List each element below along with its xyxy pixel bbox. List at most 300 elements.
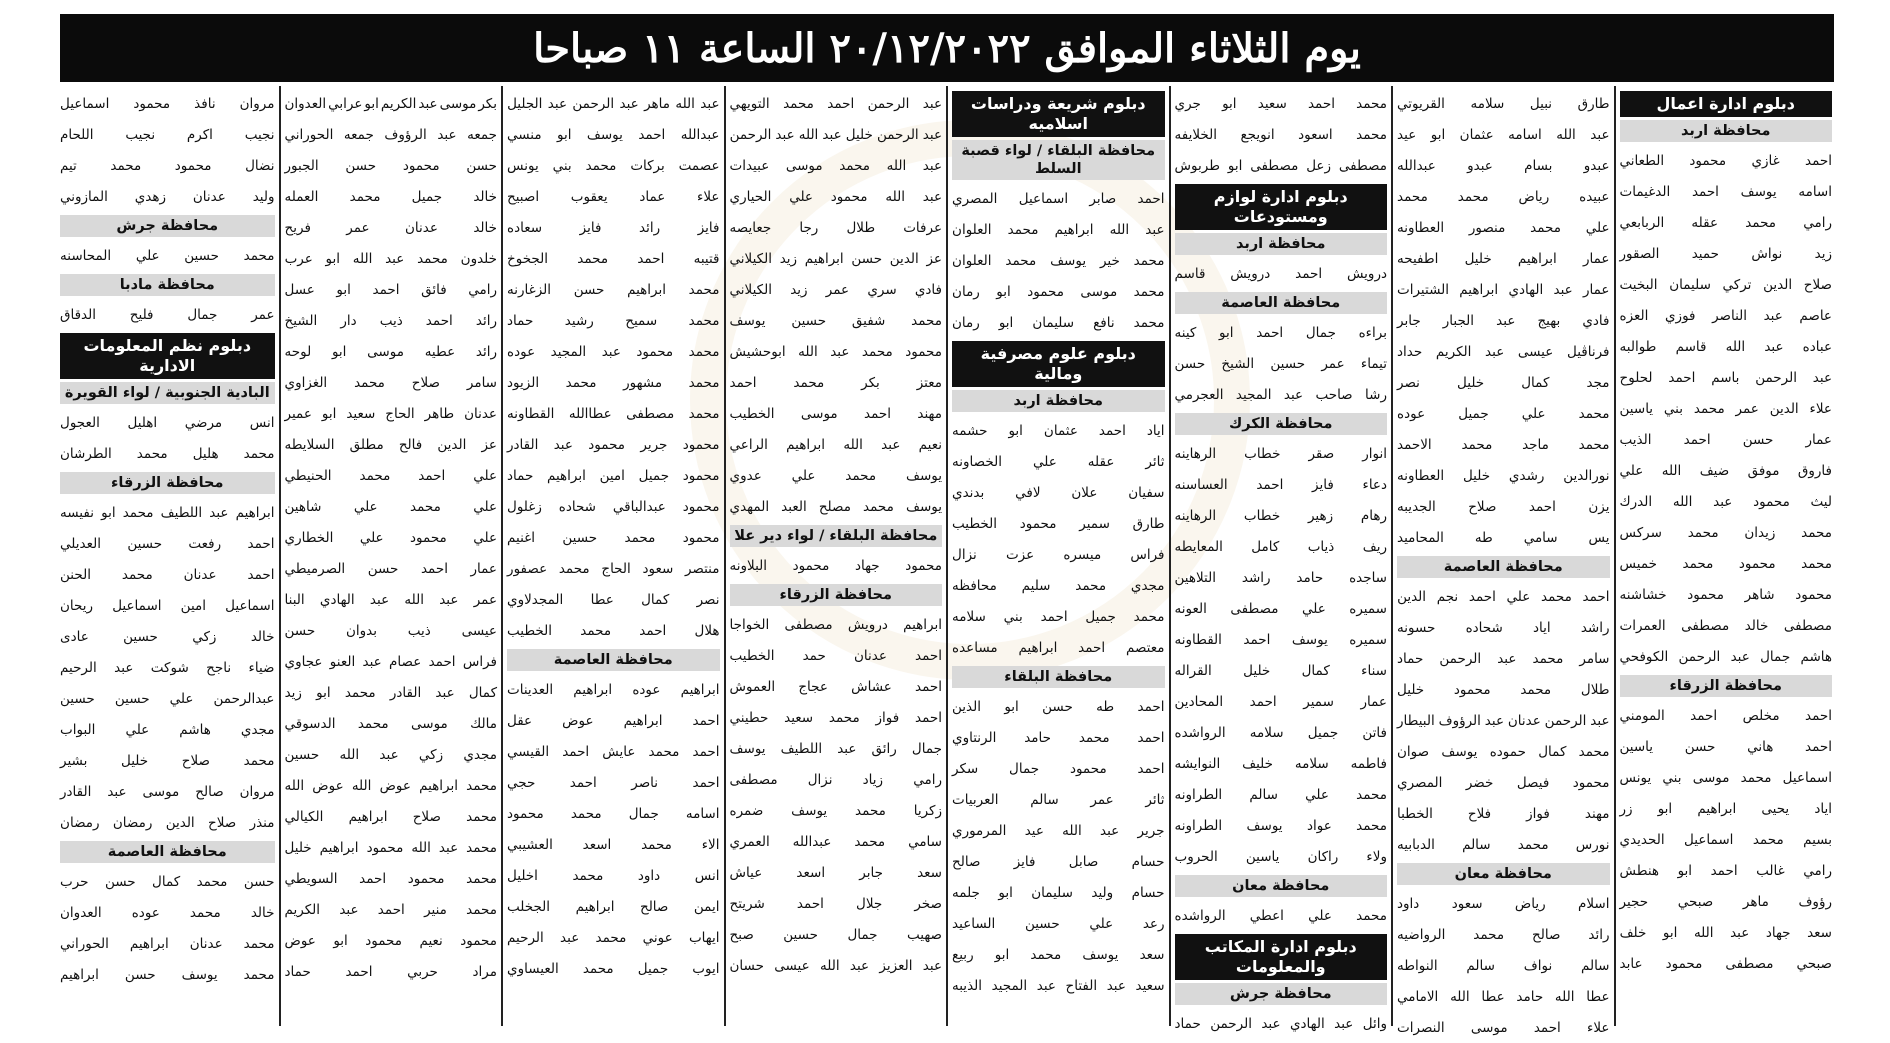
name-word: امين bbox=[599, 467, 625, 484]
governorate-heading: محافظة اربد bbox=[1620, 120, 1833, 142]
name-word: الناصر bbox=[1712, 307, 1748, 324]
name-word: خالد bbox=[473, 188, 497, 205]
name-word: عبد bbox=[1497, 650, 1517, 667]
name-word: محمد bbox=[1356, 95, 1387, 112]
name-word: حسن bbox=[1684, 738, 1716, 755]
name-word: جميل bbox=[1085, 608, 1116, 625]
name-word: محمد bbox=[845, 467, 877, 484]
name-entry bbox=[1397, 736, 1610, 767]
name-word: احمد bbox=[729, 374, 757, 391]
name-entry bbox=[507, 522, 720, 553]
name-entry bbox=[952, 632, 1165, 663]
name-word: سكر bbox=[952, 760, 979, 777]
name-word: شاهين bbox=[284, 498, 322, 515]
name-word: معتصم bbox=[1125, 639, 1165, 656]
name-word: جميل bbox=[638, 467, 670, 484]
name-word: فواز bbox=[1526, 805, 1550, 822]
name-entry bbox=[285, 367, 498, 398]
name-word: اسعد bbox=[582, 836, 612, 853]
name-word: احمد bbox=[425, 312, 453, 329]
name-word: نافذ bbox=[194, 95, 216, 112]
name-word: عبد bbox=[339, 901, 359, 918]
name-word: حربي bbox=[407, 963, 438, 980]
name-word: لحلوح bbox=[1619, 369, 1653, 386]
name-entry bbox=[1175, 900, 1388, 931]
name-word: صلاح bbox=[181, 752, 210, 769]
name-word: فادي bbox=[1582, 312, 1610, 329]
name-word: سلامه bbox=[1470, 95, 1505, 112]
name-entry bbox=[507, 491, 720, 522]
name-entry bbox=[285, 150, 498, 181]
name-word: رائق bbox=[871, 740, 897, 757]
name-entry bbox=[1175, 531, 1388, 562]
name-word: سعيد bbox=[1135, 977, 1165, 994]
name-word: عدوي bbox=[729, 467, 762, 484]
name-word: عبد bbox=[619, 95, 639, 112]
name-entry bbox=[952, 601, 1165, 632]
name-word: الرواشده bbox=[1174, 724, 1226, 741]
name-word: عبد bbox=[369, 591, 390, 608]
name-entry bbox=[507, 891, 720, 922]
name-word: عجاج bbox=[798, 678, 828, 695]
name-entry bbox=[1620, 579, 1833, 610]
name-word: نصر bbox=[696, 591, 720, 608]
name-word: ريحان bbox=[60, 597, 94, 614]
name-word: ابو bbox=[998, 314, 1014, 331]
name-word: صلاح bbox=[412, 808, 441, 825]
diploma-heading: دبلوم نظم المعلومات الادارية bbox=[60, 333, 275, 379]
name-word: محمد bbox=[1578, 743, 1610, 760]
name-word: القيسي bbox=[507, 743, 550, 760]
name-word: النواطه bbox=[1397, 957, 1438, 974]
name-word: محمود bbox=[507, 805, 544, 822]
name-word: ولاء bbox=[1366, 848, 1387, 865]
name-word: يوسف bbox=[1246, 817, 1283, 834]
name-entry bbox=[1397, 88, 1610, 119]
name-entry bbox=[1620, 948, 1833, 979]
name-entry bbox=[730, 119, 943, 150]
name-word: حامد bbox=[1296, 569, 1324, 586]
name-entry bbox=[730, 671, 943, 702]
name-word: الخواجا bbox=[729, 616, 770, 633]
name-word: فريح bbox=[284, 219, 311, 236]
name-word: عصام bbox=[389, 653, 422, 670]
name-word: محمد bbox=[1745, 214, 1777, 231]
name-word: عبد bbox=[1553, 281, 1573, 298]
name-word: نبيل bbox=[1529, 95, 1553, 112]
name-entry bbox=[285, 801, 498, 832]
name-word: ايمن bbox=[693, 898, 720, 915]
name-word: ابو bbox=[996, 283, 1011, 300]
name-word: جميل bbox=[1458, 405, 1489, 422]
name-word: مجدي bbox=[463, 746, 497, 763]
name-word: محمود bbox=[905, 557, 942, 574]
name-word: اسماعيل bbox=[1782, 769, 1832, 786]
name-word: احمد bbox=[1683, 431, 1711, 448]
name-entry bbox=[1175, 624, 1388, 655]
name-word: خطاب bbox=[1244, 445, 1281, 462]
name-word: الله bbox=[352, 250, 373, 267]
name-word: عشاش bbox=[851, 678, 892, 695]
name-word: عوض bbox=[562, 712, 594, 729]
name-word: محمد bbox=[1473, 926, 1505, 943]
name-word: مهند bbox=[1584, 805, 1610, 822]
name-entry bbox=[1620, 331, 1833, 362]
name-entry bbox=[1397, 460, 1610, 491]
name-word: الله bbox=[798, 126, 819, 143]
name-word: عسل bbox=[284, 281, 315, 298]
name-word: طاهر bbox=[424, 405, 455, 422]
name-word: سعد bbox=[1807, 924, 1832, 941]
name-word: بني bbox=[552, 157, 572, 174]
name-word: محمد bbox=[344, 684, 376, 701]
name-entry bbox=[285, 522, 498, 553]
name-word: بسيم bbox=[1803, 831, 1832, 848]
name-word: بسام bbox=[1524, 157, 1553, 174]
name-word: ماجد bbox=[1522, 436, 1549, 453]
diploma-heading: دبلوم ادارة المكاتب والمعلومات bbox=[1175, 934, 1388, 980]
name-word: عبد bbox=[435, 684, 455, 701]
name-word: عمر bbox=[346, 219, 370, 236]
name-word: ابراهيم bbox=[60, 966, 99, 983]
name-entry bbox=[285, 677, 498, 708]
name-word: محمود bbox=[682, 467, 720, 484]
name-word: الدسوقي bbox=[284, 715, 336, 732]
name-entry bbox=[1397, 798, 1610, 829]
name-word: عزت bbox=[1005, 546, 1035, 563]
name-word: محمد bbox=[354, 374, 385, 391]
name-entry bbox=[1397, 612, 1610, 643]
name-word: ضياء bbox=[248, 659, 275, 676]
name-word: حميد bbox=[1691, 245, 1720, 262]
name-word: كامل bbox=[1251, 538, 1280, 555]
name-word: اخليل bbox=[507, 867, 538, 884]
name-word: محمد bbox=[1397, 188, 1428, 205]
name-word: كينه bbox=[1174, 324, 1197, 341]
name-word: ابو bbox=[1662, 924, 1678, 941]
name-word: خشاشنه bbox=[1619, 586, 1667, 603]
name-entry bbox=[1175, 500, 1388, 531]
name-word: الشتيرات bbox=[1397, 281, 1449, 298]
name-word: خلدون bbox=[460, 250, 497, 267]
name-word: الرواشده bbox=[1174, 907, 1226, 924]
name-word: رفعت bbox=[188, 535, 222, 552]
name-word: جمعه bbox=[467, 126, 497, 143]
name-entry bbox=[285, 274, 498, 305]
name-word: مصطفى bbox=[784, 616, 833, 633]
name-word: اللحام bbox=[60, 126, 94, 143]
name-word: عماد bbox=[639, 188, 666, 205]
name-word: عبد bbox=[1764, 338, 1784, 355]
name-entry bbox=[285, 925, 498, 956]
name-word: عدنان bbox=[189, 935, 223, 952]
name-word: عبد bbox=[922, 188, 942, 205]
name-word: اسعود bbox=[1298, 126, 1333, 143]
name-word: عبدالله bbox=[792, 833, 832, 850]
name-word: محمد bbox=[558, 560, 590, 577]
name-word: فرناڤيل bbox=[1566, 343, 1610, 360]
name-entry bbox=[1620, 731, 1833, 762]
name-word: القطاونه bbox=[1174, 631, 1222, 648]
name-word: الفتاح bbox=[1065, 977, 1098, 994]
name-word: مجدي bbox=[240, 721, 275, 738]
name-word: زيد bbox=[790, 281, 808, 298]
name-word: الله bbox=[1693, 924, 1714, 941]
name-word: محمد bbox=[417, 250, 448, 267]
name-entry bbox=[952, 477, 1165, 508]
name-word: عطاالله bbox=[568, 405, 612, 422]
name-entry bbox=[730, 367, 943, 398]
name-word: سامر bbox=[466, 374, 497, 391]
diploma-heading: دبلوم ادارة لوازم ومستودعات bbox=[1175, 184, 1388, 230]
name-entry bbox=[1620, 517, 1833, 548]
name-word: محمود bbox=[460, 932, 497, 949]
name-word: الله bbox=[411, 839, 431, 856]
name-word: موسى bbox=[367, 343, 404, 360]
name-word: الهادي bbox=[1289, 1015, 1325, 1032]
name-word: الزيود bbox=[507, 374, 540, 391]
name-word: الدين bbox=[1763, 276, 1793, 293]
name-word: عمر bbox=[1090, 791, 1114, 808]
names-column bbox=[501, 86, 724, 1026]
name-entry bbox=[285, 336, 498, 367]
name-word: علاء bbox=[1809, 400, 1832, 417]
name-word: احمد bbox=[1256, 476, 1284, 493]
name-entry bbox=[285, 429, 498, 460]
governorate-heading: محافظة العاصمة bbox=[60, 841, 275, 863]
name-word: سليمان bbox=[1031, 884, 1073, 901]
name-word: علي bbox=[789, 188, 813, 205]
name-word: الكريم bbox=[1435, 343, 1472, 360]
name-word: يوسف bbox=[1740, 183, 1777, 200]
name-word: حسين bbox=[114, 690, 150, 707]
name-word: حسن bbox=[104, 873, 136, 890]
name-word: عقله bbox=[1087, 453, 1115, 470]
name-word: احمد bbox=[1533, 1019, 1561, 1036]
name-word: مشهور bbox=[623, 374, 663, 391]
name-word: محمد bbox=[1520, 681, 1552, 698]
name-word: احمد bbox=[1805, 738, 1832, 755]
name-word: صبحي bbox=[1796, 955, 1832, 972]
name-entry bbox=[1397, 888, 1610, 919]
name-word: محمود bbox=[133, 95, 171, 112]
name-entry bbox=[285, 739, 498, 770]
name-word: جمعه bbox=[343, 126, 374, 143]
name-word: عوني bbox=[642, 929, 673, 946]
name-word: تيم bbox=[60, 157, 77, 174]
name-entry bbox=[1175, 258, 1388, 289]
name-word: الطرشان bbox=[60, 445, 112, 462]
name-word: ابوحشيش bbox=[729, 343, 786, 360]
name-word: نزال bbox=[952, 546, 977, 563]
name-word: الدين bbox=[1397, 588, 1427, 605]
name-word: عبيده bbox=[1579, 188, 1610, 205]
name-word: ابراهيم bbox=[680, 681, 720, 698]
name-entry bbox=[1175, 748, 1388, 779]
name-entry bbox=[952, 753, 1165, 784]
name-word: محمد bbox=[1078, 729, 1110, 746]
name-word: محمد bbox=[1075, 577, 1107, 594]
name-word: محمد bbox=[688, 343, 720, 360]
name-word: العلوان bbox=[952, 252, 992, 269]
name-entry bbox=[60, 299, 275, 330]
name-word: عواد bbox=[1306, 817, 1332, 834]
name-word: احمد bbox=[1307, 95, 1335, 112]
name-word: محمد bbox=[1530, 219, 1561, 236]
name-word: البواب bbox=[60, 721, 96, 738]
name-word: الرحمن bbox=[729, 126, 772, 143]
name-word: سلامه bbox=[952, 608, 986, 625]
name-word: الطراونه bbox=[1174, 817, 1223, 834]
name-entry bbox=[507, 615, 720, 646]
page-title: يوم الثلاثاء الموافق ٢٠/١٢/٢٠٢٢ الساعة ١١ صباحا bbox=[60, 14, 1834, 82]
name-word: فادي bbox=[914, 281, 942, 298]
name-word: راشد bbox=[1580, 619, 1610, 636]
name-entry bbox=[952, 970, 1165, 1001]
names-column bbox=[1169, 86, 1392, 1032]
name-word: سالم bbox=[1249, 786, 1278, 803]
name-word: اياد bbox=[1533, 619, 1551, 636]
name-word: محافظه bbox=[952, 577, 997, 594]
name-word: عوض bbox=[312, 777, 344, 794]
name-word: الرواضيه bbox=[1397, 926, 1446, 943]
name-word: نجم bbox=[1436, 588, 1459, 605]
name-entry bbox=[285, 770, 498, 801]
name-entry bbox=[1397, 829, 1610, 860]
name-word: الله bbox=[1554, 988, 1575, 1005]
name-word: سالم bbox=[1580, 957, 1610, 974]
name-word: الله bbox=[1450, 988, 1470, 1005]
name-word: هاشم bbox=[179, 721, 211, 738]
name-entry bbox=[1397, 767, 1610, 798]
name-word: عمر bbox=[473, 591, 497, 608]
name-word: صلاح bbox=[208, 814, 237, 831]
name-word: خليل bbox=[1243, 662, 1271, 679]
name-word: البلاونه bbox=[729, 557, 768, 574]
name-word: حموده bbox=[1489, 743, 1526, 760]
name-word: الدغيمات bbox=[1619, 183, 1671, 200]
name-word: محمد bbox=[121, 566, 153, 583]
name-word: ياسين bbox=[1619, 738, 1654, 755]
name-word: حسن bbox=[1174, 355, 1206, 372]
name-word: احمد bbox=[345, 963, 373, 980]
name-word: اكرم bbox=[186, 126, 213, 143]
name-word: احمد bbox=[915, 709, 942, 726]
name-word: جمال bbox=[911, 740, 942, 757]
name-word: جري bbox=[1174, 95, 1201, 112]
name-word: طارق bbox=[1132, 515, 1165, 532]
name-word: مطلق bbox=[349, 436, 384, 453]
name-word: انس bbox=[249, 414, 275, 431]
name-entry bbox=[1620, 238, 1833, 269]
name-word: علي bbox=[1506, 588, 1531, 605]
name-word: صبحي bbox=[1677, 893, 1714, 910]
name-word: عوض bbox=[284, 932, 316, 949]
name-word: عز bbox=[481, 436, 497, 453]
name-word: ذياب bbox=[1307, 538, 1335, 555]
name-word: مراد bbox=[472, 963, 497, 980]
name-word: خطاب bbox=[1243, 507, 1281, 524]
name-word: رامي bbox=[913, 771, 942, 788]
name-entry bbox=[1397, 674, 1610, 705]
name-word: محمد bbox=[466, 808, 497, 825]
name-word: صالح bbox=[952, 853, 981, 870]
name-word: حسين bbox=[791, 312, 827, 329]
name-word: محمد bbox=[839, 157, 871, 174]
name-word: سالم bbox=[1462, 836, 1491, 853]
name-word: الحاج bbox=[385, 405, 415, 422]
name-word: رائد bbox=[475, 343, 497, 360]
name-word: عبد bbox=[379, 746, 399, 763]
name-entry bbox=[507, 336, 720, 367]
name-word: الغزاوي bbox=[284, 374, 328, 391]
name-word: الخلايفه bbox=[1174, 126, 1217, 143]
name-word: عبد bbox=[1106, 977, 1126, 994]
name-word: الدين bbox=[1769, 400, 1799, 417]
name-word: وليد bbox=[252, 188, 275, 205]
name-entry bbox=[60, 559, 275, 590]
name-word: محمود bbox=[1453, 681, 1491, 698]
name-word: محمد bbox=[1007, 221, 1039, 238]
name-word: ثائر bbox=[1145, 453, 1165, 470]
names-column bbox=[56, 86, 279, 1026]
name-word: ابو bbox=[1008, 422, 1023, 439]
name-word: ذيب bbox=[407, 622, 431, 639]
name-word: عدنان bbox=[192, 188, 226, 205]
name-entry bbox=[60, 528, 275, 559]
name-word: جمال bbox=[1009, 760, 1040, 777]
name-word: مصطفى bbox=[729, 771, 778, 788]
name-word: منتصر bbox=[684, 560, 720, 577]
name-word: زكريا bbox=[913, 802, 942, 819]
name-word: زهدي bbox=[134, 188, 167, 205]
name-word: محمد bbox=[1030, 946, 1062, 963]
name-word: نفيسه bbox=[60, 504, 94, 521]
name-word: طلال bbox=[846, 219, 876, 236]
name-word: مالك bbox=[470, 715, 497, 732]
name-word: راشد bbox=[1241, 569, 1271, 586]
name-word: جهاد bbox=[1765, 924, 1791, 941]
name-word: يوسف bbox=[1291, 631, 1328, 648]
name-word: محمد bbox=[783, 95, 814, 112]
name-word: محمد bbox=[585, 157, 617, 174]
name-word: محمد bbox=[1687, 524, 1719, 541]
name-word: جابر bbox=[1397, 312, 1421, 329]
name-word: عمار bbox=[1583, 250, 1610, 267]
name-entry bbox=[507, 860, 720, 891]
name-word: ابراهيم bbox=[1459, 281, 1499, 298]
name-word: كمال bbox=[1538, 743, 1567, 760]
name-word: رائد bbox=[639, 219, 661, 236]
name-word: محمود bbox=[1069, 760, 1107, 777]
name-word: عبدالله bbox=[680, 126, 720, 143]
name-word: بكر bbox=[478, 95, 497, 112]
name-entry bbox=[952, 846, 1165, 877]
name-word: الهادي bbox=[1508, 281, 1544, 298]
name-word: حرب bbox=[60, 873, 89, 890]
name-word: عبد bbox=[775, 126, 795, 143]
name-word: عبد bbox=[362, 653, 382, 670]
name-word: العدينات bbox=[507, 681, 554, 698]
name-word: ضمره bbox=[729, 802, 764, 819]
name-word: محمود bbox=[792, 557, 830, 574]
name-word: احمد bbox=[1249, 693, 1277, 710]
name-word: سميح bbox=[625, 312, 658, 329]
name-word: نضال bbox=[245, 157, 275, 174]
name-entry bbox=[60, 181, 275, 212]
name-entry bbox=[1620, 176, 1833, 207]
name-word: احمد bbox=[915, 678, 942, 695]
